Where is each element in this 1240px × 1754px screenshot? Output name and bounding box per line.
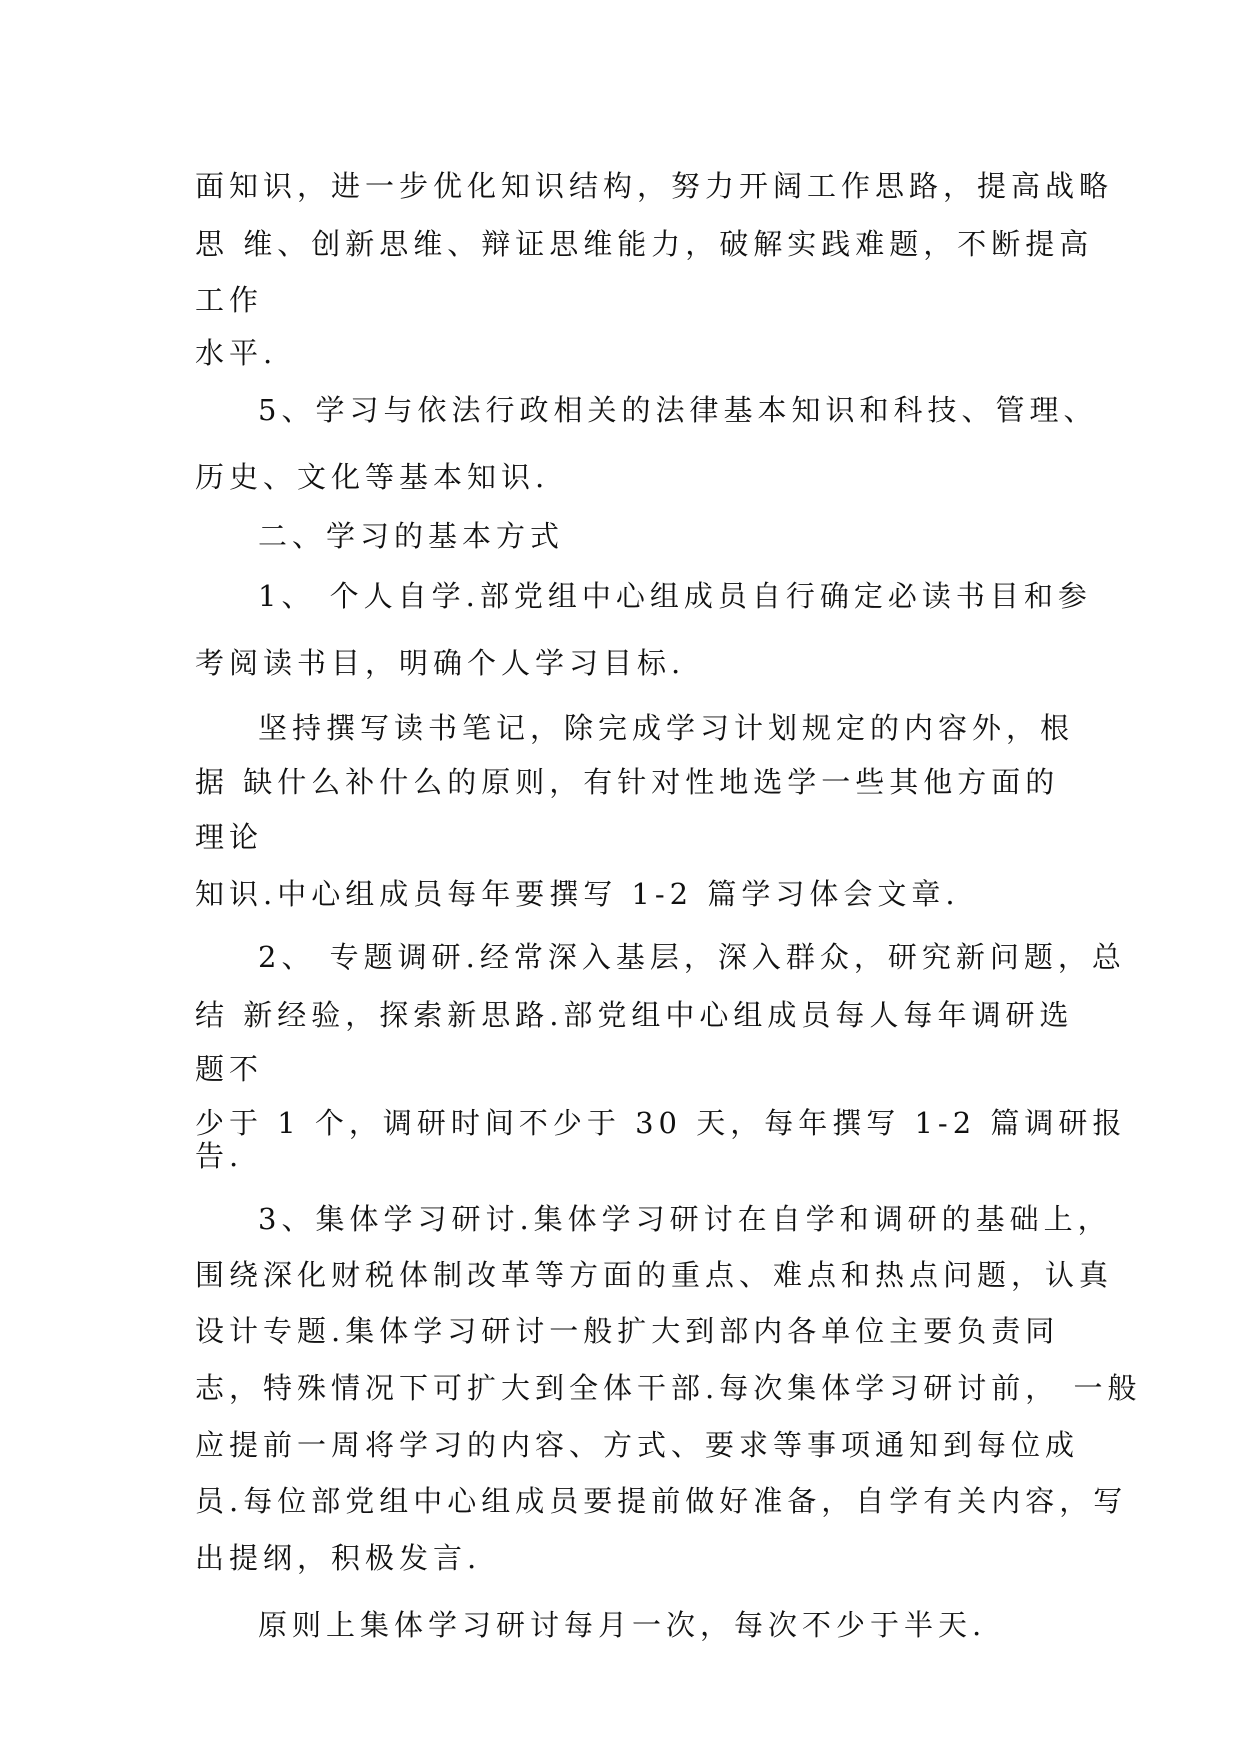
- text-line: 设计专题.集体学习研讨一般扩大到部内各单位主要负责同: [195, 1314, 1060, 1348]
- text-line: 据 缺什么补什么的原则，有针对性地选学一些其他方面的: [195, 765, 1060, 799]
- text-line: 告.: [195, 1139, 244, 1173]
- text-line: 历史、文化等基本知识.: [195, 460, 550, 494]
- text-line: 3、集体学习研讨.集体学习研讨在自学和调研的基础上，: [258, 1202, 1112, 1236]
- text-line: 工作: [195, 283, 264, 317]
- text-line: 思 维、创新思维、辩证思维能力，破解实践难题，不断提高: [195, 227, 1094, 261]
- text-line: 题不: [195, 1052, 264, 1086]
- text-line: 水平.: [195, 336, 278, 370]
- section-heading: 二、学习的基本方式: [258, 519, 565, 553]
- text-line: 知识.中心组成员每年要撰写 1-2 篇学习体会文章.: [195, 877, 960, 911]
- text-line: 面知识，进一步优化知识结构，努力开阔工作思路，提高战略: [195, 169, 1114, 203]
- text-line: 围绕深化财税体制改革等方面的重点、难点和热点问题，认真: [195, 1258, 1114, 1292]
- text-line: 原则上集体学习研讨每月一次，每次不少于半天.: [258, 1608, 987, 1642]
- text-line: 坚持撰写读书笔记，除完成学习计划规定的内容外，根: [258, 711, 1075, 745]
- text-line: 考阅读书目，明确个人学习目标.: [195, 646, 686, 680]
- text-line: 结 新经验，探索新思路.部党组中心组成员每人每年调研选: [195, 998, 1074, 1032]
- text-line: 5、学习与依法行政相关的法律基本知识和科技、管理、: [258, 393, 1098, 427]
- text-line: 志，特殊情况下可扩大到全体干部.每次集体学习研讨前， 一般: [195, 1371, 1142, 1405]
- text-line: 员.每位部党组中心组成员要提前做好准备，自学有关内容，写: [195, 1484, 1128, 1518]
- text-line: 理论: [195, 820, 264, 854]
- text-line: 出提纲，积极发言.: [195, 1541, 482, 1575]
- text-line: 应提前一周将学习的内容、方式、要求等事项通知到每位成: [195, 1428, 1080, 1462]
- text-line: 2、 专题调研.经常深入基层，深入群众，研究新问题，总: [258, 940, 1126, 974]
- text-line: 少于 1 个，调研时间不少于 30 天，每年撰写 1-2 篇调研报: [195, 1106, 1127, 1140]
- text-line: 1、 个人自学.部党组中心组成员自行确定必读书目和参: [258, 579, 1092, 613]
